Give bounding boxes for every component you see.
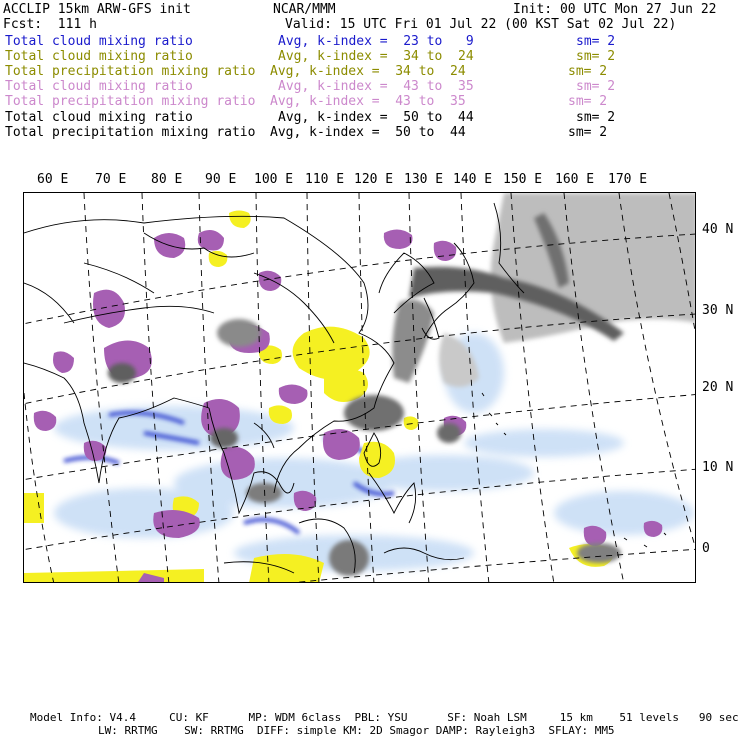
legend-field-2: Total cloud mixing ratio [5,49,193,64]
legend-sm-3: sm= 2 [568,64,608,79]
lon-label-70e: 70 E [95,172,127,187]
lon-label-130e: 130 E [404,172,444,187]
legend-avg-4: Avg, k-index = 43 to 35 [278,79,474,94]
lon-label-120e: 120 E [354,172,394,187]
legend-sm-4: sm= 2 [576,79,616,94]
legend-field-4: Total cloud mixing ratio [5,79,193,94]
lat-label-0: 0 [702,541,710,556]
forecast-hour: Fcst: 111 h [3,17,97,32]
legend-field-3: Total precipitation mixing ratio [5,64,256,79]
lon-label-150e: 150 E [503,172,543,187]
lat-label-20n: 20 N [702,380,734,395]
legend-avg-5: Avg, k-index = 43 to 35 [270,94,466,109]
model-info-line-1: Model Info: V4.4 CU: KF MP: WDM 6class PBL: YSU SF: Noah LSM 15 km 51 levels 90 sec [30,711,739,724]
lat-label-40n: 40 N [702,222,734,237]
legend-field-1: Total cloud mixing ratio [5,34,193,49]
lon-label-140e: 140 E [453,172,493,187]
lon-label-110e: 110 E [305,172,345,187]
legend-field-5: Total precipitation mixing ratio [5,94,256,109]
legend-sm-5: sm= 2 [568,94,608,109]
valid-time: Valid: 15 UTC Fri 01 Jul 22 (00 KST Sat 02 Jul 22) [285,17,677,32]
legend-field-6: Total cloud mixing ratio [5,110,193,125]
legend-avg-2: Avg, k-index = 34 to 24 [278,49,474,64]
legend-avg-7: Avg, k-index = 50 to 44 [270,125,466,140]
lon-label-90e: 90 E [205,172,237,187]
legend-field-7: Total precipitation mixing ratio [5,125,256,140]
plot-title: ACCLIP 15km ARW-GFS init [3,2,191,17]
legend-sm-7: sm= 2 [568,125,608,140]
model-info-line-2: LW: RRTMG SW: RRTMG DIFF: simple KM: 2D Smagor DAMP: Rayleigh3 SFLAY: MM5 [98,724,615,737]
map-canvas [24,193,696,583]
map-panel [23,192,696,583]
lon-label-100e: 100 E [254,172,294,187]
lon-label-160e: 160 E [555,172,595,187]
legend-sm-2: sm= 2 [576,49,616,64]
legend-sm-6: sm= 2 [576,110,616,125]
lon-label-80e: 80 E [151,172,183,187]
lon-label-60e: 60 E [37,172,69,187]
legend-avg-1: Avg, k-index = 23 to 9 [278,34,474,49]
init-time: Init: 00 UTC Mon 27 Jun 22 [513,2,717,17]
legend-sm-1: sm= 2 [576,34,616,49]
legend-avg-3: Avg, k-index = 34 to 24 [270,64,466,79]
lon-label-170e: 170 E [608,172,648,187]
organization-label: NCAR/MMM [273,2,336,17]
legend-avg-6: Avg, k-index = 50 to 44 [278,110,474,125]
lat-label-10n: 10 N [702,460,734,475]
lat-label-30n: 30 N [702,303,734,318]
